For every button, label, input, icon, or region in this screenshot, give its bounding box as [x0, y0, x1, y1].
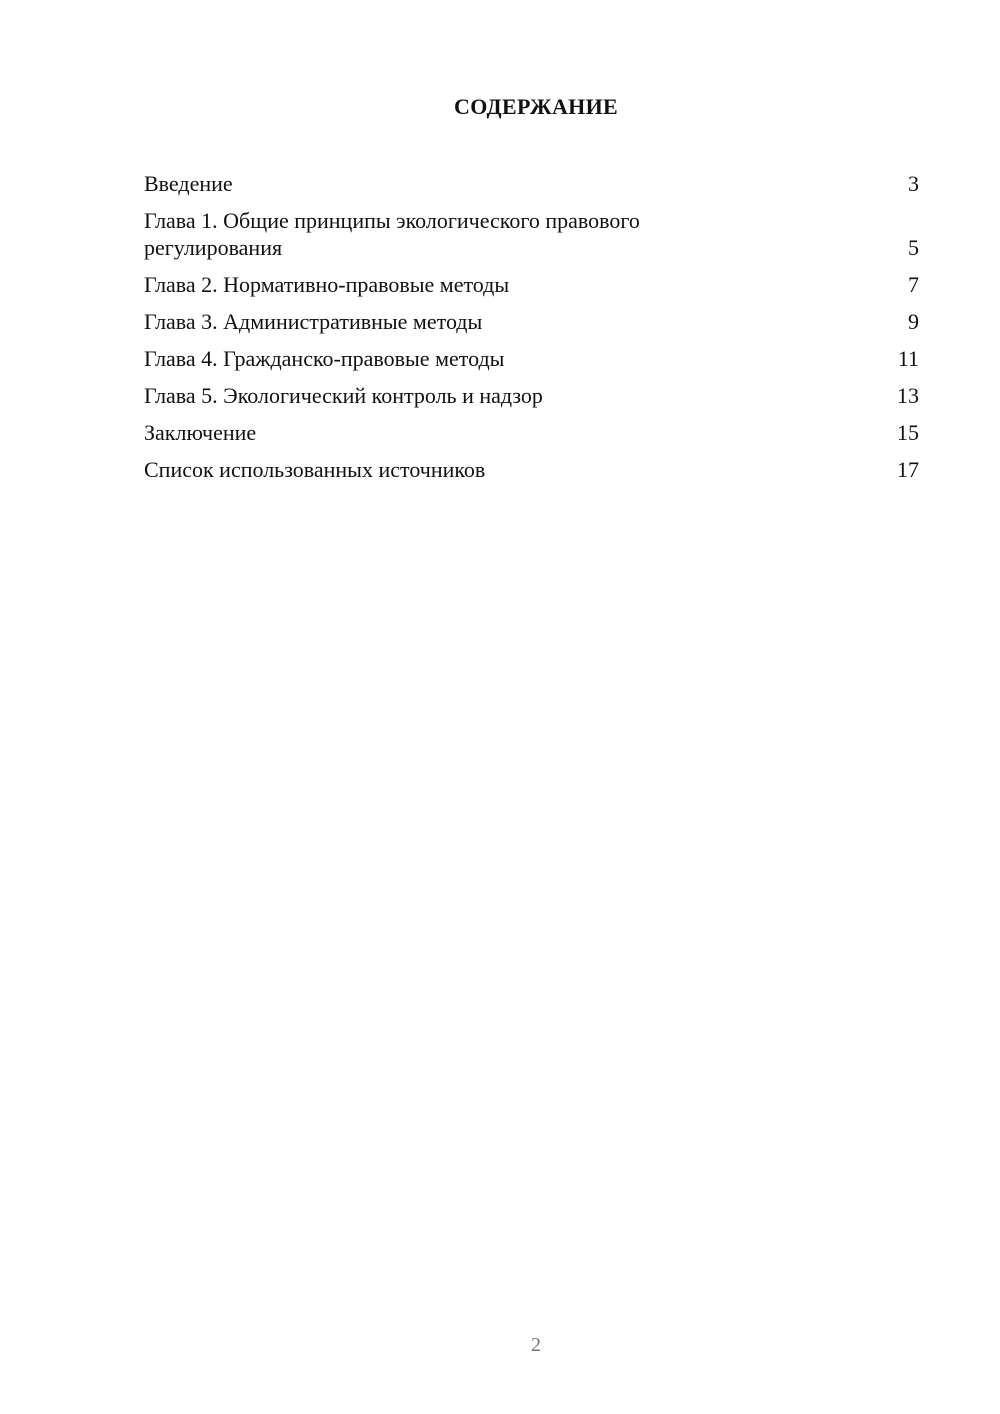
- toc-entry-chapter-4[interactable]: [144, 345, 919, 372]
- toc-entry-label: [144, 419, 889, 446]
- toc-entry-label: [144, 345, 889, 372]
- toc-entry-chapter-5[interactable]: [144, 382, 919, 409]
- toc-entry-introduction[interactable]: [144, 170, 919, 197]
- toc-entry-page: 11: [897, 346, 919, 371]
- toc-entry-label-line: Глава 5. Экологический контроль и надзор: [144, 383, 543, 408]
- toc-entry-label-line: Введение: [144, 171, 233, 196]
- toc-entry-label-line: регулирования: [144, 235, 283, 260]
- toc-entry-references[interactable]: [144, 456, 919, 483]
- toc-entry-page: 9: [908, 309, 919, 334]
- toc-entry-chapter-1[interactable]: [144, 207, 919, 261]
- toc-entry-page: 13: [897, 383, 919, 408]
- toc-entry-page: 5: [908, 235, 919, 260]
- toc-entry-page: 15: [897, 420, 919, 445]
- toc-entry-label-line: Глава 1. Общие принципы экологического правового: [144, 208, 640, 233]
- toc-entry-label: [144, 382, 889, 409]
- toc-entry-label-line: Глава 2. Нормативно-правовые методы: [144, 272, 510, 297]
- toc-entry-label-line: Глава 3. Административные методы: [144, 309, 483, 334]
- toc-entry-label: [144, 271, 889, 298]
- toc-entry-chapter-3[interactable]: [144, 308, 919, 335]
- toc-entry-label-line: Заключение: [144, 420, 257, 445]
- toc-entry-page: 17: [897, 457, 919, 482]
- table-of-contents: [144, 170, 919, 493]
- toc-entry-label: [144, 207, 889, 261]
- toc-entry-label: [144, 456, 889, 483]
- toc-entry-label: [144, 308, 889, 335]
- page-title: СОДЕРЖАНИЕ: [454, 94, 618, 119]
- toc-entry-chapter-2[interactable]: [144, 271, 919, 298]
- toc-entry-label-line: Глава 4. Гражданско-правовые методы: [144, 346, 505, 371]
- toc-entry-page: 7: [908, 272, 919, 297]
- toc-entry-conclusion[interactable]: [144, 419, 919, 446]
- toc-entry-page: 3: [908, 171, 919, 196]
- page-number: 2: [531, 1334, 541, 1356]
- toc-entry-label: [144, 170, 889, 197]
- toc-entry-label-line: Список использованных источников: [144, 457, 486, 482]
